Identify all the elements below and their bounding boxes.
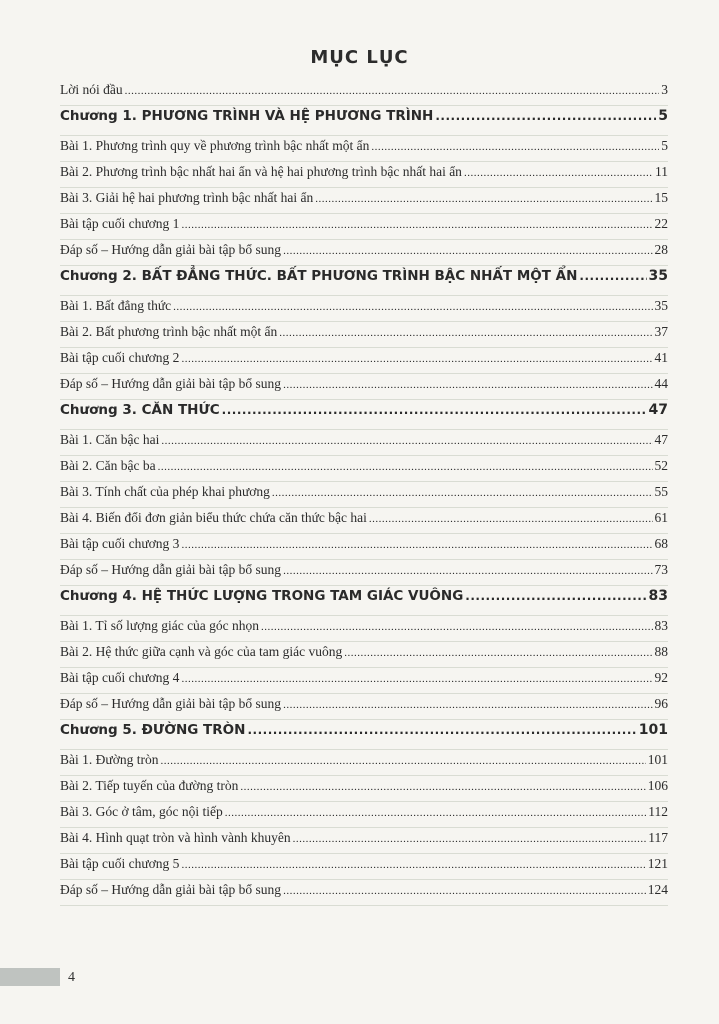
toc-entry-page: 96 [654, 696, 668, 711]
toc-chapter-row [60, 722, 668, 752]
dot-leader [222, 402, 647, 418]
toc-chapter-row [60, 588, 668, 618]
toc-item-row [60, 562, 668, 588]
toc-entry-label: Bài tập cuối chương 1 [60, 216, 180, 231]
toc-entry-page: 73 [654, 562, 668, 577]
dot-leader [181, 536, 652, 552]
toc-entry-page: 83 [654, 618, 668, 633]
toc-item-row [60, 82, 668, 108]
dot-leader [464, 164, 653, 180]
toc-entry-page: 112 [648, 804, 668, 819]
toc-entry-label: Chương 4. HỆ THỨC LƯỢNG TRONG TAM GIÁC VUÔNG [60, 588, 464, 604]
toc-entry-label: Bài 4. Biến đổi đơn giản biểu thức chứa căn thức bậc hai [60, 510, 367, 525]
footer-page-number: 4 [68, 970, 75, 985]
toc-entry-page: 124 [647, 882, 668, 897]
dot-leader [181, 856, 645, 872]
toc-entry-page: 55 [654, 484, 668, 499]
toc-entry-page: 52 [654, 458, 668, 473]
table-of-contents [60, 82, 668, 908]
toc-entry-page: 11 [655, 164, 668, 179]
toc-entry-label: Bài 4. Hình quạt tròn và hình vành khuyên [60, 830, 291, 845]
toc-item-row [60, 882, 668, 908]
toc-item-row [60, 752, 668, 778]
toc-entry-label: Bài tập cuối chương 4 [60, 670, 180, 685]
dot-leader [315, 190, 652, 206]
toc-entry-page: 83 [648, 588, 668, 604]
toc-entry-label: Lời nói đầu [60, 82, 123, 97]
dot-leader [283, 696, 652, 712]
toc-entry-page: 101 [638, 722, 668, 738]
toc-entry-page: 3 [661, 82, 668, 97]
toc-entry-page: 61 [654, 510, 668, 525]
toc-entry-label: Chương 3. CĂN THỨC [60, 402, 220, 418]
toc-entry-label: Bài 2. Bất phương trình bậc nhất một ẩn [60, 324, 278, 339]
dot-leader [173, 298, 652, 314]
toc-entry-page: 22 [654, 216, 668, 231]
dot-leader [465, 588, 646, 604]
toc-entry-label: Chương 5. ĐƯỜNG TRÒN [60, 722, 246, 738]
toc-item-row [60, 350, 668, 376]
toc-item-row [60, 804, 668, 830]
toc-entry-label: Đáp số – Hướng dẫn giải bài tập bổ sung [60, 562, 282, 577]
toc-entry-label: Bài 1. Đường tròn [60, 752, 159, 767]
toc-entry-page: 121 [647, 856, 668, 871]
toc-item-row [60, 138, 668, 164]
dot-leader [283, 882, 646, 898]
toc-entry-page: 15 [654, 190, 668, 205]
toc-entry-page: 88 [654, 644, 668, 659]
dot-leader [225, 804, 647, 820]
toc-item-row [60, 536, 668, 562]
toc-entry-page: 47 [654, 432, 668, 447]
toc-entry-page: 44 [654, 376, 668, 391]
toc-item-row [60, 216, 668, 242]
dot-leader [579, 268, 646, 284]
toc-entry-page: 5 [661, 138, 668, 153]
toc-entry-label: Bài tập cuối chương 5 [60, 856, 180, 871]
toc-entry-label: Đáp số – Hướng dẫn giải bài tập bổ sung [60, 882, 282, 897]
toc-entry-label: Chương 1. PHƯƠNG TRÌNH VÀ HỆ PHƯƠNG TRÌNH [60, 108, 434, 124]
dot-leader [158, 458, 653, 474]
dot-leader [181, 350, 652, 366]
dot-leader [261, 618, 652, 634]
toc-entry-label: Đáp số – Hướng dẫn giải bài tập bổ sung [60, 376, 282, 391]
toc-entry-label: Đáp số – Hướng dẫn giải bài tập bổ sung [60, 242, 282, 257]
toc-entry-label: Bài tập cuối chương 2 [60, 350, 180, 365]
toc-entry-label: Chương 2. BẤT ĐẲNG THỨC. BẤT PHƯƠNG TRÌNH BẬC NHẤT MỘT ẨN [60, 268, 578, 284]
toc-entry-label: Bài 1. Tỉ số lượng giác của góc nhọn [60, 618, 260, 633]
toc-entry-label: Bài 3. Giải hệ hai phương trình bậc nhất hai ẩn [60, 190, 314, 205]
toc-entry-page: 35 [648, 268, 668, 284]
dot-leader [272, 484, 653, 500]
toc-item-row [60, 458, 668, 484]
toc-item-row [60, 510, 668, 536]
dot-leader [293, 830, 647, 846]
toc-entry-page: 68 [654, 536, 668, 551]
toc-item-row [60, 670, 668, 696]
toc-item-row [60, 618, 668, 644]
toc-chapter-row [60, 268, 668, 298]
footer-bar [0, 968, 60, 986]
toc-entry-label: Bài 2. Hệ thức giữa cạnh và góc của tam giác vuông [60, 644, 343, 659]
toc-item-row [60, 778, 668, 804]
toc-entry-page: 41 [654, 350, 668, 365]
dot-leader [283, 562, 652, 578]
dot-leader [283, 242, 652, 258]
toc-entry-page: 106 [647, 778, 668, 793]
toc-chapter-row [60, 402, 668, 432]
dot-leader [240, 778, 645, 794]
toc-item-row [60, 432, 668, 458]
dot-leader [125, 82, 660, 98]
dot-leader [283, 376, 652, 392]
toc-entry-label: Đáp số – Hướng dẫn giải bài tập bổ sung [60, 696, 282, 711]
toc-item-row [60, 376, 668, 402]
dot-leader [181, 216, 652, 232]
toc-entry-label: Bài 2. Căn bậc ba [60, 458, 156, 473]
toc-entry-label: Bài 3. Tính chất của phép khai phương [60, 484, 270, 499]
toc-entry-page: 35 [654, 298, 668, 313]
dot-leader [247, 722, 636, 738]
toc-entry-page: 92 [654, 670, 668, 685]
toc-item-row [60, 484, 668, 510]
toc-entry-label: Bài 2. Phương trình bậc nhất hai ẩn và hệ hai phương trình bậc nhất hai ẩn [60, 164, 462, 179]
toc-entry-page: 28 [654, 242, 668, 257]
dot-leader [161, 432, 652, 448]
toc-entry-label: Bài 3. Góc ở tâm, góc nội tiếp [60, 804, 223, 819]
toc-entry-label: Bài tập cuối chương 3 [60, 536, 180, 551]
dot-leader [181, 670, 652, 686]
dot-leader [160, 752, 645, 768]
dot-leader [369, 510, 653, 526]
toc-entry-label: Bài 1. Căn bậc hai [60, 432, 160, 447]
toc-item-row [60, 324, 668, 350]
toc-entry-label: Bài 2. Tiếp tuyến của đường tròn [60, 778, 239, 793]
toc-item-row [60, 696, 668, 722]
toc-entry-page: 5 [658, 108, 668, 124]
dot-leader [371, 138, 659, 154]
toc-entry-page: 101 [647, 752, 668, 767]
toc-item-row [60, 830, 668, 856]
page-title: MỤC LỤC [310, 47, 409, 68]
toc-item-row [60, 242, 668, 268]
toc-entry-label: Bài 1. Phương trình quy về phương trình bậc nhất một ẩn [60, 138, 370, 153]
dot-leader [435, 108, 656, 124]
toc-entry-page: 47 [648, 402, 668, 418]
toc-item-row [60, 164, 668, 190]
toc-chapter-row [60, 108, 668, 138]
toc-entry-page: 117 [648, 830, 668, 845]
toc-item-row [60, 644, 668, 670]
toc-entry-label: Bài 1. Bất đẳng thức [60, 298, 172, 313]
toc-item-row [60, 856, 668, 882]
dot-leader [344, 644, 652, 660]
toc-entry-page: 37 [654, 324, 668, 339]
dot-leader [279, 324, 652, 340]
toc-item-row [60, 190, 668, 216]
toc-item-row [60, 298, 668, 324]
